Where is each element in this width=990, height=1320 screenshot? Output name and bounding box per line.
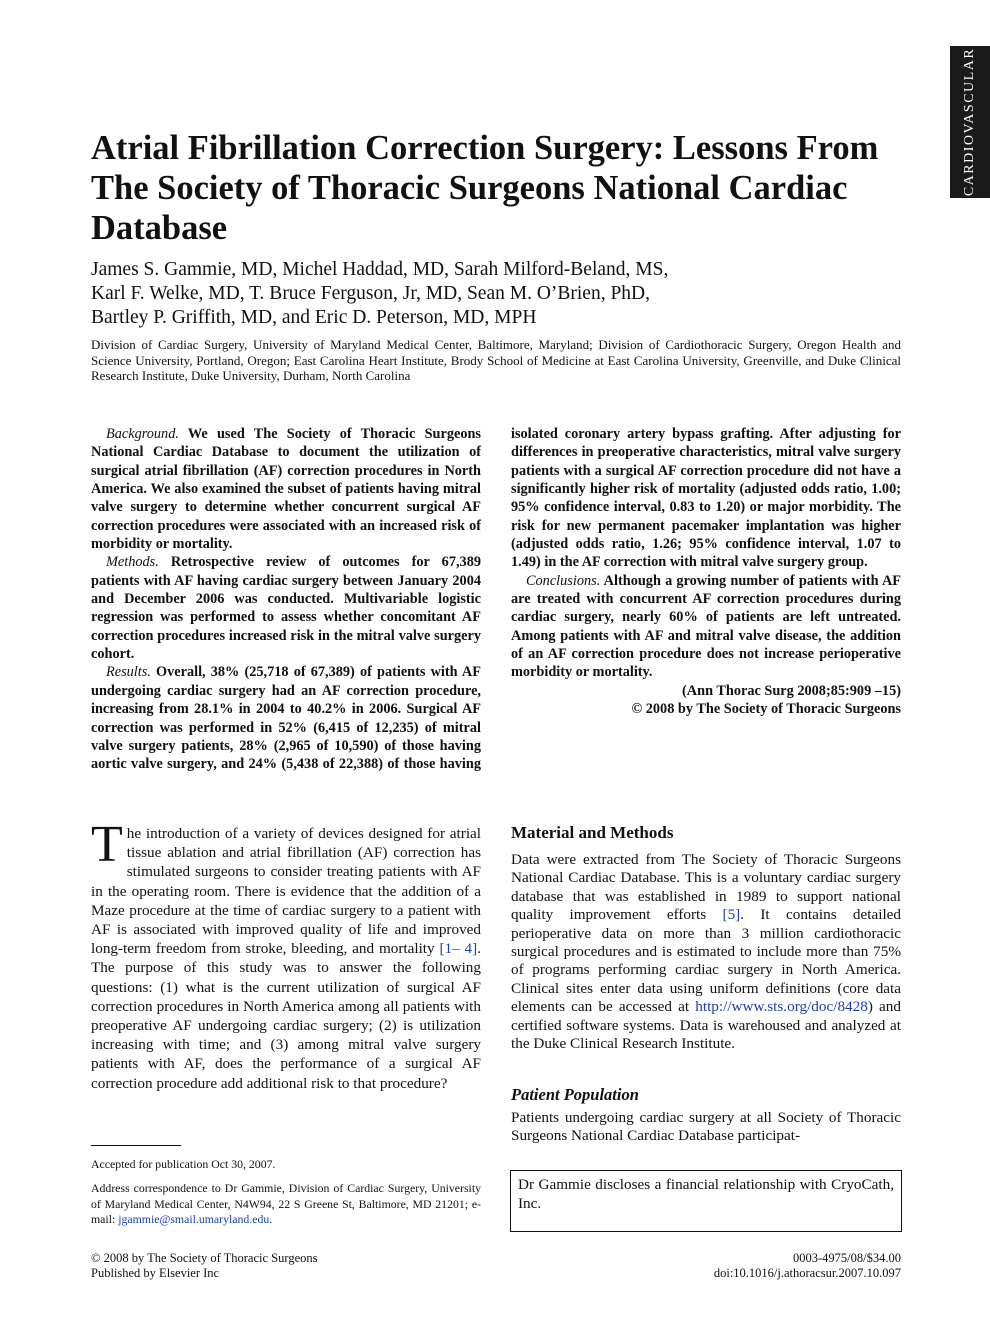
abstract <box>91 425 901 777</box>
drop-cap: T <box>91 816 123 873</box>
author-line: Karl F. Welke, MD, T. Bruce Ferguson, Jr, MD, Sean M. O’Brien, PhD, <box>91 283 651 304</box>
footer-doi: doi:10.1016/j.athoracsur.2007.10.097 <box>713 1266 901 1280</box>
patient-population-text: Patients undergoing cardiac surgery at all Society of Thoracic Surgeons National Cardiac Database participat- <box>511 1109 901 1145</box>
author-list <box>91 258 911 330</box>
author-line: Bartley P. Griffith, MD, and Eric D. Peterson, MD, MPH <box>91 307 537 328</box>
abstract-label: Results. <box>106 664 151 681</box>
abstract-label: Methods. <box>106 554 159 571</box>
footnote-divider <box>91 1145 181 1146</box>
section-heading: Material and Methods <box>511 823 674 842</box>
abstract-label: Background. <box>106 426 179 442</box>
email-link[interactable]: jgammie@smail.umaryland.edu <box>118 1212 270 1226</box>
footer-publisher: Published by Elsevier Inc <box>91 1266 220 1280</box>
abstract-background: Background. We used The Society of Thoracic Surgeons National Cardiac Database to document the utilization of surgical atrial fibrillation (AF) correction procedures in North America. We also examined the subset of patients having mitral valve surgery to determine whether concurrent surgical AF correction procedures were associated with an increased risk of morbidity or mortality. <box>91 426 481 553</box>
footer-issn: 0003-4975/08/$34.00 <box>793 1251 901 1265</box>
journal-citation: (Ann Thorac Surg 2008;85:909 –15) <box>682 682 901 699</box>
section-tab <box>950 46 990 198</box>
reference-link[interactable]: [1– 4] <box>439 940 478 958</box>
disclosure-box: Dr Gammie discloses a financial relationship with CryoCath, Inc. <box>510 1170 902 1232</box>
abstract-methods: Methods. Retrospective review of outcomes for 67,389 patients with AF having cardiac surgery between January 2004 and December 2006 was conducted. Multivariable logistic regression was performed to assess whether concomitant AF correction procedures increased risk in the mitral valve surgery cohort. <box>91 554 481 663</box>
affiliations: Division of Cardiac Surgery, University of Maryland Medical Center, Baltimore, Maryland; Division of Cardiothoracic Surgery, Oregon Health and Science University, Portland, Oregon; East Carolina Heart Institute, Brody School of Medicine at East Carolina University, Greenville, and Duke Clinical Research Institute, Duke University, Durham, North Carolina <box>91 337 901 383</box>
article-title: Atrial Fibrillation Correction Surgery: Lessons From The Society of Thoracic Surgeons National Cardiac Database <box>91 129 879 247</box>
abstract-label: Conclusions. <box>526 572 601 589</box>
abstract-results: Results. Overall, 38% (25,718 of 67,389) of patients with AF undergoing cardiac surgery had an AF correction procedure, increasing from 28.1% in 2004 to 40.2% in 2006. Surgical AF correction was performed in 52% (6,415 of 12,235) of mitral valve surgery patients, 28% (2,965 of 10,590) of those having aortic valve surgery, and 24% (5,438 of 22,388) of those having isolated coronary artery bypass grafting. After adjusting for differences in preoperative characteristics, mitral valve surgery patients with a surgical AF correction procedure did not have a significantly higher risk of mortality (adjusted odds ratio, 1.00; 95% confidence interval, 0.83 to 1.20) or major morbidity. The risk for new permanent pacemaker implantation was higher (adjusted odds ratio, 1.26; 95% confidence interval, 1.07 to 1.49) in the AF correction with mitral valve surgery group. <box>91 426 901 773</box>
acceptance-note: Accepted for publication Oct 30, 2007. <box>91 1157 276 1171</box>
footer-right <box>600 1251 901 1281</box>
introduction: The introduction of a variety of devices designed for atrial tissue ablation and atrial fibrillation (AF) correction has stimulated surgeons to consider treating patients with AF in the operating room. There is evidence that the addition of a Maze procedure at the time of cardiac surgery to a patient with AF is associated with improved quality of life and improved long-term freedom from stroke, bleeding, and mortality [1– 4]. The purpose of this study was to answer the following questions: (1) what is the current utilization of surgical AF correction procedures in North America among all patients with preoperative AF undergoing cardiac surgery; (2) is utilization increasing with time; and (3) among mitral valve surgery patients with AF, does the performance of a surgical AF correction procedure add additional risk to that procedure? <box>91 816 481 1092</box>
footer-left <box>91 1251 317 1281</box>
author-line: James S. Gammie, MD, Michel Haddad, MD, Sarah Milford-Beland, MS, <box>91 259 669 280</box>
url-link[interactable]: http://www.sts.org/doc/8428 <box>695 998 868 1016</box>
correspondence-address: Address correspondence to Dr Gammie, Division of Cardiac Surgery, University of Maryland Medical Center, N4W94, 22 S Greene St, Baltimore, MD 21201; e-mail: jgammie@smail.umaryland.edu. <box>91 1181 481 1226</box>
abstract-conclusions: Conclusions. Although a growing number of patients with AF are treated with concurrent AF correction procedures during cardiac surgery, nearly 60% of patients are left untreated. Among patients with AF and mitral valve disease, the addition of an AF correction procedure does not increase perioperative morbidity or mortality. <box>511 572 901 681</box>
methods-text: Data were extracted from The Society of Thoracic Surgeons National Cardiac Database. This is a voluntary cardiac surgery database that was established in 1989 to support national quality improvement efforts [5]. It contains detailed perioperative data on more than 3 million cardiothoracic surgical procedures and is estimated to include more than 75% of programs performing cardiac surgery in North America. Clinical sites enter data using uniform definitions (core data elements can be accessed at http://www.sts.org/doc/8428) and certified software systems. Data is warehoused and analyzed at the Duke Clinical Research Institute. <box>511 851 901 1053</box>
reference-link[interactable]: [5] <box>722 906 741 924</box>
subsection-heading: Patient Population <box>511 1085 639 1104</box>
section-tab-label: CARDIOVASCULAR <box>962 47 978 197</box>
abstract-copyright: © 2008 by The Society of Thoracic Surgeons <box>631 701 901 718</box>
footer-copyright: © 2008 by The Society of Thoracic Surgeons <box>91 1251 318 1265</box>
